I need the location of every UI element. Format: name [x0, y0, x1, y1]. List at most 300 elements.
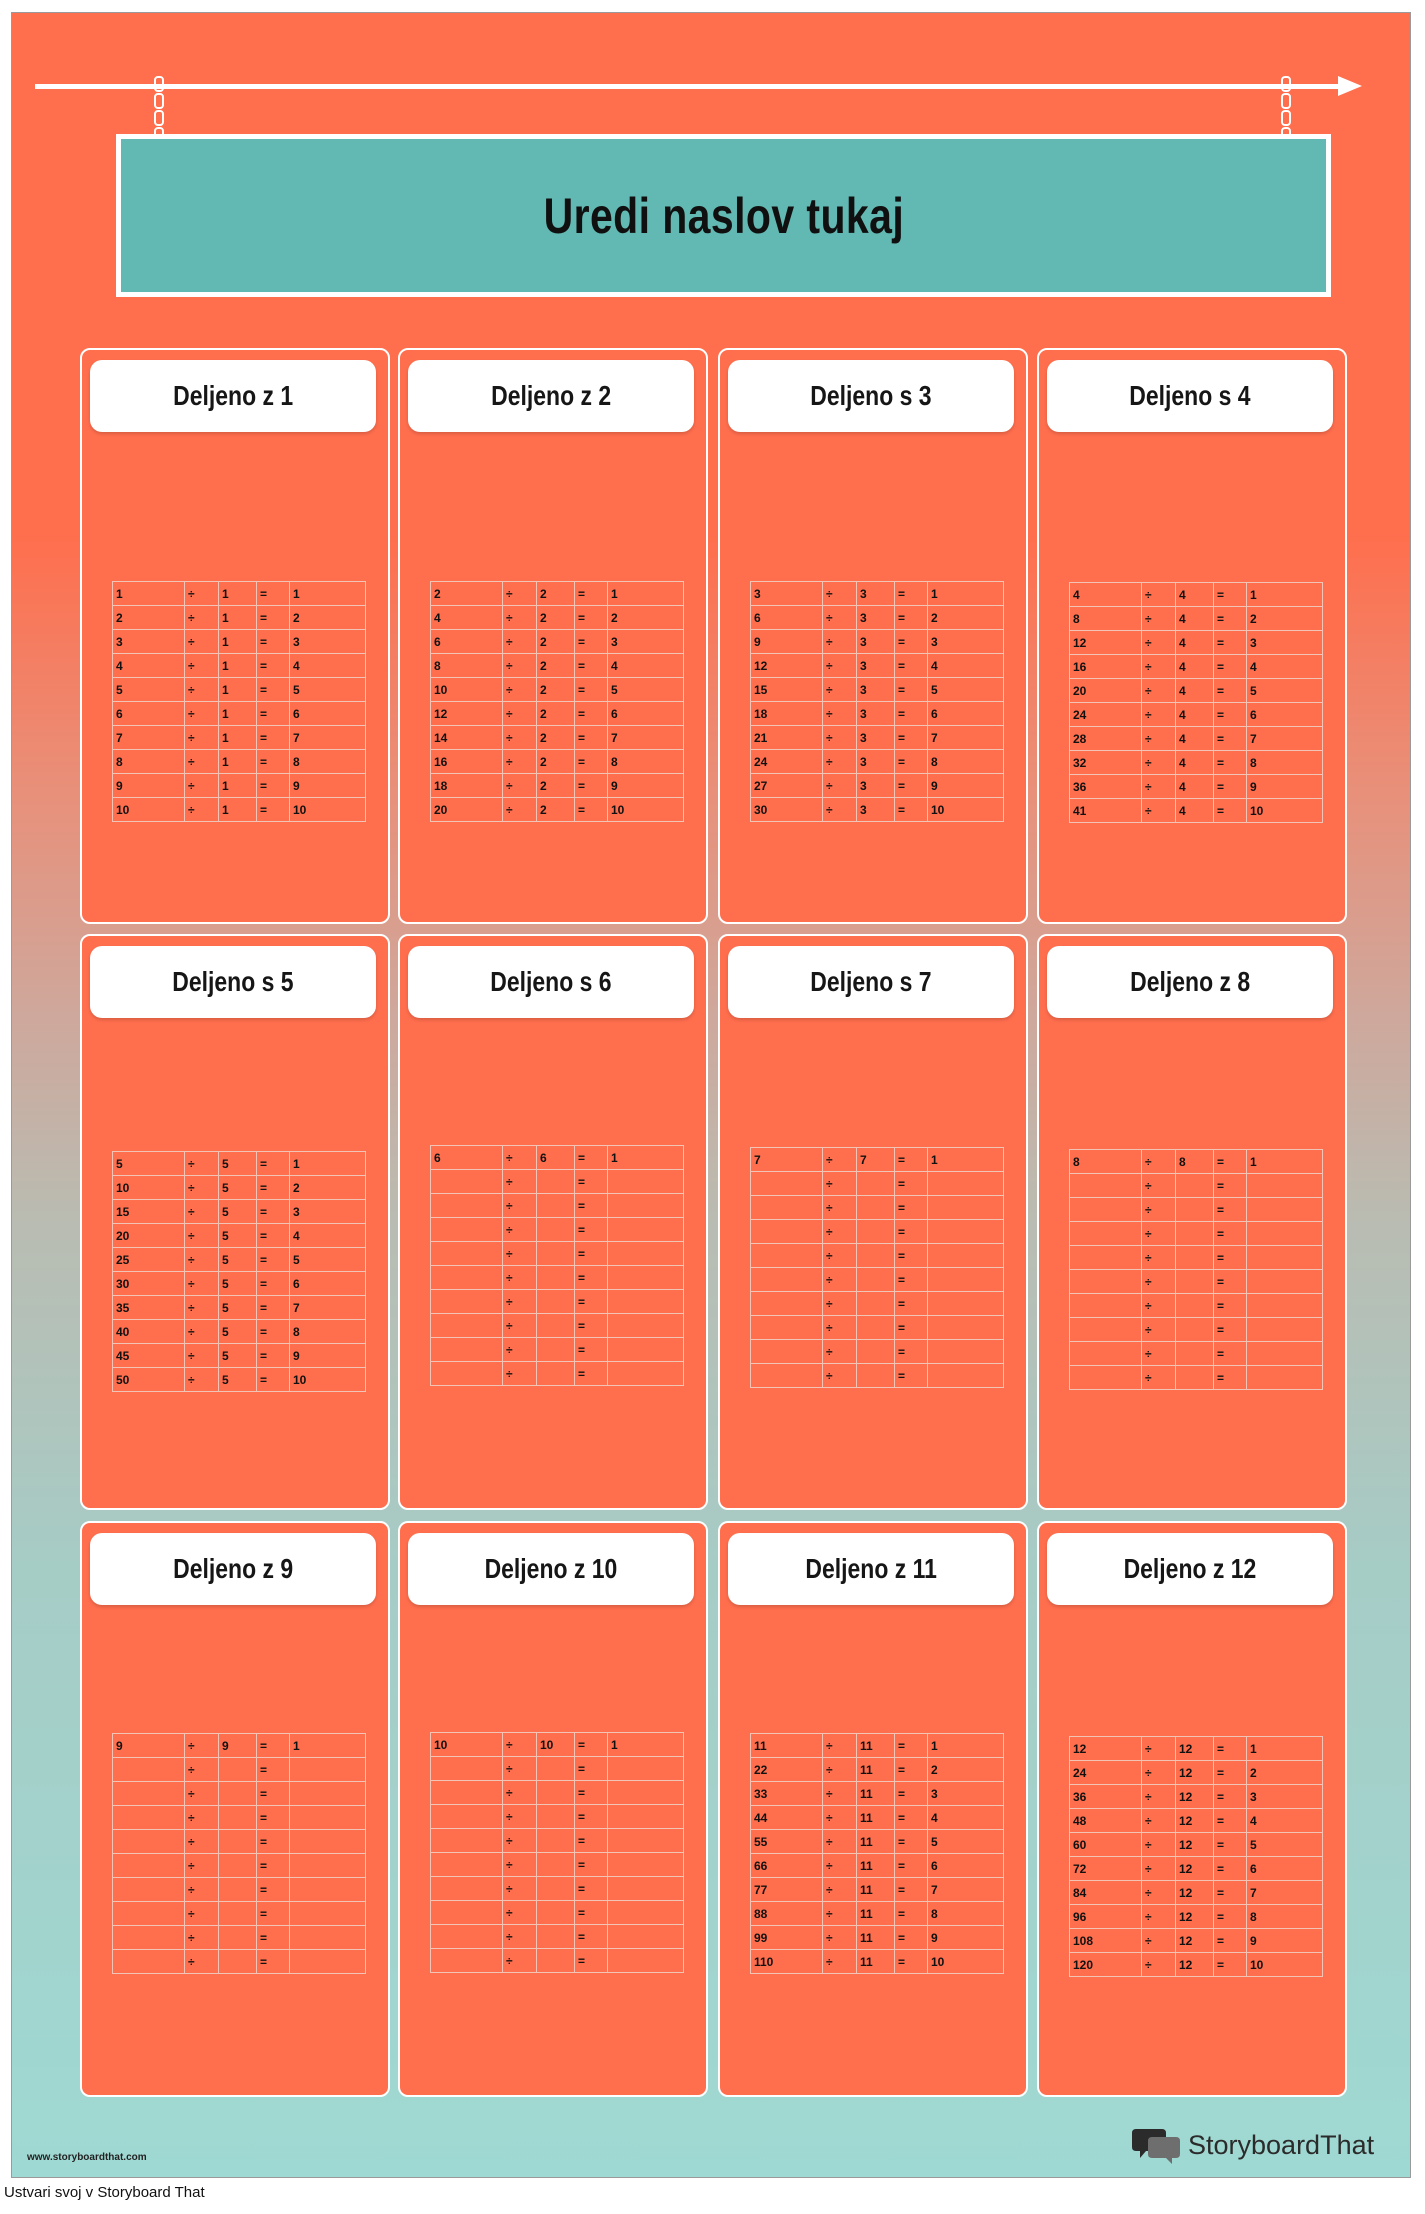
dividend-cell: [431, 1290, 503, 1314]
table-row: [751, 1782, 1004, 1806]
dividend-cell: [431, 1194, 503, 1218]
equals-sign: =: [1214, 1905, 1247, 1929]
divide-sign: ÷: [503, 1925, 537, 1949]
table-row: [1070, 775, 1323, 799]
table-row: [751, 726, 1004, 750]
divide-sign: ÷: [1142, 1198, 1176, 1222]
table-row: [1070, 1342, 1323, 1366]
quotient-cell: 1: [1247, 1150, 1323, 1174]
divide-sign: ÷: [823, 750, 857, 774]
equals-sign: =: [1214, 1785, 1247, 1809]
divide-sign: ÷: [823, 1758, 857, 1782]
divisor-cell: [1176, 1342, 1214, 1366]
equals-sign: =: [257, 1806, 290, 1830]
divide-sign: ÷: [185, 654, 219, 678]
card-header[interactable]: [408, 1533, 694, 1605]
table-row: [113, 1296, 366, 1320]
divisor-cell: 5: [219, 1200, 257, 1224]
divisor-cell: [1176, 1198, 1214, 1222]
divide-sign: ÷: [185, 630, 219, 654]
table-row: [113, 1902, 366, 1926]
equals-sign: =: [575, 1242, 608, 1266]
quotient-cell: [608, 1829, 684, 1853]
table-row: [431, 1733, 684, 1757]
dividend-cell: 18: [751, 702, 823, 726]
table-row: [751, 678, 1004, 702]
dividend-cell: 7: [113, 726, 185, 750]
dividend-cell: 28: [1070, 727, 1142, 751]
division-table: [750, 1147, 1004, 1388]
equals-sign: =: [1214, 1761, 1247, 1785]
dividend-cell: [751, 1244, 823, 1268]
quotient-cell: 2: [928, 606, 1004, 630]
table-row: [1070, 1809, 1323, 1833]
table-row: [113, 606, 366, 630]
divide-sign: ÷: [1142, 1366, 1176, 1390]
division-card: [398, 348, 708, 924]
quotient-cell: [608, 1194, 684, 1218]
table-row: [113, 1782, 366, 1806]
table-row: [751, 750, 1004, 774]
table-row: [431, 1829, 684, 1853]
dividend-cell: 8: [1070, 607, 1142, 631]
divisor-cell: [219, 1830, 257, 1854]
card-header[interactable]: [90, 360, 376, 432]
divide-sign: ÷: [1142, 1953, 1176, 1977]
dividend-cell: 20: [431, 798, 503, 822]
equals-sign: =: [895, 1148, 928, 1172]
divisor-cell: 2: [537, 678, 575, 702]
quotient-cell: 7: [928, 1878, 1004, 1902]
dividend-cell: [431, 1805, 503, 1829]
table-row: [1070, 631, 1323, 655]
division-table: [430, 581, 684, 822]
dividend-cell: 2: [113, 606, 185, 630]
divisor-cell: 11: [857, 1854, 895, 1878]
divisor-cell: 11: [857, 1734, 895, 1758]
table-row: [1070, 1737, 1323, 1761]
divisor-cell: 3: [857, 774, 895, 798]
quotient-cell: [290, 1758, 366, 1782]
divisor-cell: 5: [219, 1320, 257, 1344]
quotient-cell: 10: [290, 1368, 366, 1392]
divide-sign: ÷: [503, 1362, 537, 1386]
divide-sign: ÷: [185, 606, 219, 630]
divide-sign: ÷: [1142, 655, 1176, 679]
quotient-cell: [608, 1757, 684, 1781]
dividend-cell: 12: [1070, 631, 1142, 655]
card-header[interactable]: [1047, 1533, 1333, 1605]
divide-sign: ÷: [823, 606, 857, 630]
table-row: [431, 1170, 684, 1194]
table-row: [1070, 1785, 1323, 1809]
divisor-cell: [537, 1829, 575, 1853]
equals-sign: =: [257, 750, 290, 774]
card-title[interactable]: Deljeno s 5: [172, 966, 294, 997]
equals-sign: =: [895, 726, 928, 750]
table-row: [1070, 1953, 1323, 1977]
divisor-cell: [537, 1338, 575, 1362]
equals-sign: =: [1214, 727, 1247, 751]
divisor-cell: 3: [857, 798, 895, 822]
equals-sign: =: [1214, 1857, 1247, 1881]
dividend-cell: 22: [751, 1758, 823, 1782]
dividend-cell: 15: [113, 1200, 185, 1224]
divisor-cell: [219, 1782, 257, 1806]
divisor-cell: 1: [219, 774, 257, 798]
chain-left-icon: [153, 76, 165, 138]
divide-sign: ÷: [503, 1853, 537, 1877]
divisor-cell: 12: [1176, 1785, 1214, 1809]
equals-sign: =: [575, 798, 608, 822]
card-title[interactable]: Deljeno s 3: [810, 380, 932, 411]
dividend-cell: 30: [751, 798, 823, 822]
divisor-cell: 7: [857, 1148, 895, 1172]
table-row: [751, 630, 1004, 654]
quotient-cell: [290, 1830, 366, 1854]
equals-sign: =: [257, 1902, 290, 1926]
table-row: [113, 1878, 366, 1902]
quotient-cell: 8: [1247, 751, 1323, 775]
table-row: [1070, 1761, 1323, 1785]
divide-sign: ÷: [1142, 1150, 1176, 1174]
divide-sign: ÷: [1142, 775, 1176, 799]
division-table: [1069, 582, 1323, 823]
equals-sign: =: [895, 750, 928, 774]
division-card: [80, 348, 390, 924]
divisor-cell: 12: [1176, 1833, 1214, 1857]
table-row: [751, 1950, 1004, 1974]
table-row: [1070, 1881, 1323, 1905]
divide-sign: ÷: [503, 1757, 537, 1781]
dividend-cell: [431, 1757, 503, 1781]
card-header[interactable]: [90, 946, 376, 1018]
table-row: [1070, 1833, 1323, 1857]
card-header[interactable]: [728, 1533, 1014, 1605]
divide-sign: ÷: [185, 1368, 219, 1392]
quotient-cell: 2: [290, 1176, 366, 1200]
card-header[interactable]: [728, 360, 1014, 432]
equals-sign: =: [895, 1244, 928, 1268]
card-header[interactable]: [408, 360, 694, 432]
divisor-cell: [857, 1220, 895, 1244]
divide-sign: ÷: [185, 678, 219, 702]
equals-sign: =: [575, 1338, 608, 1362]
equals-sign: =: [257, 1854, 290, 1878]
divisor-cell: [537, 1290, 575, 1314]
equals-sign: =: [1214, 1929, 1247, 1953]
equals-sign: =: [1214, 1809, 1247, 1833]
table-row: [431, 1877, 684, 1901]
quotient-cell: 4: [290, 654, 366, 678]
quotient-cell: [1247, 1174, 1323, 1198]
equals-sign: =: [257, 1176, 290, 1200]
quotient-cell: [290, 1806, 366, 1830]
quotient-cell: 8: [290, 1320, 366, 1344]
divisor-cell: 2: [537, 702, 575, 726]
divide-sign: ÷: [503, 1242, 537, 1266]
divisor-cell: 4: [1176, 703, 1214, 727]
dividend-cell: 9: [751, 630, 823, 654]
quotient-cell: [608, 1242, 684, 1266]
divide-sign: ÷: [823, 1220, 857, 1244]
divisor-cell: 6: [537, 1146, 575, 1170]
quotient-cell: 10: [928, 1950, 1004, 1974]
equals-sign: =: [257, 1224, 290, 1248]
dividend-cell: [431, 1781, 503, 1805]
divide-sign: ÷: [823, 582, 857, 606]
quotient-cell: 9: [608, 774, 684, 798]
quotient-cell: [290, 1950, 366, 1974]
card-title[interactable]: Deljeno z 12: [1123, 1553, 1257, 1584]
equals-sign: =: [257, 1296, 290, 1320]
table-row: [113, 1248, 366, 1272]
table-row: [431, 1901, 684, 1925]
dividend-cell: 41: [1070, 799, 1142, 823]
equals-sign: =: [895, 606, 928, 630]
equals-sign: =: [895, 1902, 928, 1926]
quotient-cell: 6: [290, 702, 366, 726]
equals-sign: =: [257, 1248, 290, 1272]
dividend-cell: 44: [751, 1806, 823, 1830]
quotient-cell: [928, 1220, 1004, 1244]
divide-sign: ÷: [823, 1782, 857, 1806]
divide-sign: ÷: [823, 1830, 857, 1854]
equals-sign: =: [1214, 799, 1247, 823]
division-table: [112, 1151, 366, 1392]
hanging-rod: [35, 84, 1340, 89]
table-row: [113, 1224, 366, 1248]
quotient-cell: 4: [1247, 655, 1323, 679]
dividend-cell: 21: [751, 726, 823, 750]
divide-sign: ÷: [185, 774, 219, 798]
table-row: [1070, 1270, 1323, 1294]
equals-sign: =: [575, 1733, 608, 1757]
table-row: [113, 1926, 366, 1950]
divide-sign: ÷: [1142, 1246, 1176, 1270]
divide-sign: ÷: [1142, 1294, 1176, 1318]
divide-sign: ÷: [185, 1830, 219, 1854]
dividend-cell: [431, 1829, 503, 1853]
equals-sign: =: [257, 1878, 290, 1902]
divide-sign: ÷: [823, 630, 857, 654]
card-header[interactable]: [90, 1533, 376, 1605]
divide-sign: ÷: [503, 1949, 537, 1973]
table-row: [751, 774, 1004, 798]
dividend-cell: [431, 1170, 503, 1194]
table-row: [751, 606, 1004, 630]
table-row: [751, 798, 1004, 822]
table-row: [431, 1949, 684, 1973]
divisor-cell: 1: [219, 726, 257, 750]
divide-sign: ÷: [1142, 1270, 1176, 1294]
divisor-cell: [537, 1314, 575, 1338]
quotient-cell: [608, 1805, 684, 1829]
divisor-cell: 4: [1176, 751, 1214, 775]
divide-sign: ÷: [503, 1170, 537, 1194]
dividend-cell: 20: [1070, 679, 1142, 703]
table-row: [431, 630, 684, 654]
equals-sign: =: [575, 1170, 608, 1194]
table-row: [113, 1806, 366, 1830]
divide-sign: ÷: [823, 798, 857, 822]
page-title[interactable]: Uredi naslov tukaj: [543, 187, 904, 244]
quotient-cell: [608, 1218, 684, 1242]
divide-sign: ÷: [503, 750, 537, 774]
dividend-cell: [113, 1950, 185, 1974]
card-title[interactable]: Deljeno s 4: [1129, 380, 1251, 411]
table-row: [1070, 1366, 1323, 1390]
divisor-cell: 11: [857, 1782, 895, 1806]
quotient-cell: 3: [928, 630, 1004, 654]
divisor-cell: [219, 1854, 257, 1878]
quotient-cell: [608, 1781, 684, 1805]
divisor-cell: [537, 1877, 575, 1901]
dividend-cell: 6: [751, 606, 823, 630]
equals-sign: =: [1214, 703, 1247, 727]
dividend-cell: 20: [113, 1224, 185, 1248]
dividend-cell: [751, 1220, 823, 1244]
card-header[interactable]: [1047, 946, 1333, 1018]
divide-sign: ÷: [503, 1805, 537, 1829]
quotient-cell: 7: [1247, 1881, 1323, 1905]
equals-sign: =: [575, 606, 608, 630]
equals-sign: =: [575, 1362, 608, 1386]
speech-bubbles-icon: [1132, 2125, 1182, 2165]
equals-sign: =: [1214, 1222, 1247, 1246]
quotient-cell: 5: [928, 678, 1004, 702]
card-title[interactable]: Deljeno z 8: [1130, 966, 1250, 997]
divisor-cell: 2: [537, 582, 575, 606]
divisor-cell: [537, 1170, 575, 1194]
card-header[interactable]: [1047, 360, 1333, 432]
quotient-cell: 1: [928, 1148, 1004, 1172]
card-title[interactable]: Deljeno z 10: [484, 1553, 618, 1584]
divisor-cell: 2: [537, 750, 575, 774]
divisor-cell: [537, 1362, 575, 1386]
divide-sign: ÷: [503, 630, 537, 654]
dividend-cell: [431, 1925, 503, 1949]
divide-sign: ÷: [1142, 1174, 1176, 1198]
divide-sign: ÷: [503, 606, 537, 630]
quotient-cell: 9: [1247, 775, 1323, 799]
table-row: [1070, 1222, 1323, 1246]
card-title[interactable]: Deljeno s 6: [490, 966, 612, 997]
divide-sign: ÷: [503, 1338, 537, 1362]
quotient-cell: 5: [1247, 1833, 1323, 1857]
card-title[interactable]: Deljeno z 1: [173, 380, 293, 411]
dividend-cell: 7: [751, 1148, 823, 1172]
divide-sign: ÷: [823, 1950, 857, 1974]
table-row: [113, 1830, 366, 1854]
table-row: [113, 582, 366, 606]
table-row: [431, 1146, 684, 1170]
equals-sign: =: [895, 1292, 928, 1316]
table-row: [431, 798, 684, 822]
equals-sign: =: [257, 1344, 290, 1368]
equals-sign: =: [895, 1220, 928, 1244]
divide-sign: ÷: [503, 1218, 537, 1242]
title-banner[interactable]: [116, 134, 1331, 297]
table-row: [751, 1926, 1004, 1950]
dividend-cell: 108: [1070, 1929, 1142, 1953]
divisor-cell: 4: [1176, 607, 1214, 631]
table-row: [113, 1272, 366, 1296]
divisor-cell: 4: [1176, 727, 1214, 751]
dividend-cell: [1070, 1222, 1142, 1246]
quotient-cell: [608, 1853, 684, 1877]
divide-sign: ÷: [185, 1152, 219, 1176]
table-row: [431, 606, 684, 630]
equals-sign: =: [1214, 1881, 1247, 1905]
quotient-cell: 6: [1247, 703, 1323, 727]
equals-sign: =: [1214, 1246, 1247, 1270]
equals-sign: =: [895, 630, 928, 654]
card-title[interactable]: Deljeno z 9: [173, 1553, 293, 1584]
equals-sign: =: [1214, 631, 1247, 655]
dividend-cell: 66: [751, 1854, 823, 1878]
dividend-cell: [113, 1806, 185, 1830]
divisor-cell: 11: [857, 1902, 895, 1926]
quotient-cell: 8: [1247, 1905, 1323, 1929]
card-title[interactable]: Deljeno s 7: [810, 966, 932, 997]
divisor-cell: 2: [537, 726, 575, 750]
divide-sign: ÷: [1142, 1905, 1176, 1929]
divide-sign: ÷: [1142, 703, 1176, 727]
table-row: [113, 1176, 366, 1200]
table-row: [1070, 751, 1323, 775]
equals-sign: =: [895, 1172, 928, 1196]
dividend-cell: [431, 1901, 503, 1925]
equals-sign: =: [895, 1758, 928, 1782]
dividend-cell: 25: [113, 1248, 185, 1272]
quotient-cell: 4: [1247, 1809, 1323, 1833]
dividend-cell: [751, 1316, 823, 1340]
equals-sign: =: [1214, 1198, 1247, 1222]
table-row: [1070, 655, 1323, 679]
equals-sign: =: [1214, 1318, 1247, 1342]
equals-sign: =: [895, 654, 928, 678]
quotient-cell: 3: [1247, 631, 1323, 655]
card-title[interactable]: Deljeno z 2: [491, 380, 611, 411]
divide-sign: ÷: [503, 1314, 537, 1338]
divide-sign: ÷: [823, 1340, 857, 1364]
divisor-cell: [1176, 1222, 1214, 1246]
divide-sign: ÷: [1142, 751, 1176, 775]
divide-sign: ÷: [503, 1901, 537, 1925]
dividend-cell: 40: [113, 1320, 185, 1344]
quotient-cell: 9: [928, 1926, 1004, 1950]
quotient-cell: 10: [928, 798, 1004, 822]
divisor-cell: [1176, 1174, 1214, 1198]
card-title[interactable]: Deljeno z 11: [805, 1553, 937, 1584]
divisor-cell: 5: [219, 1368, 257, 1392]
dividend-cell: 4: [1070, 583, 1142, 607]
dividend-cell: 110: [751, 1950, 823, 1974]
dividend-cell: 5: [113, 678, 185, 702]
equals-sign: =: [895, 1878, 928, 1902]
dividend-cell: 12: [751, 654, 823, 678]
divide-sign: ÷: [185, 1758, 219, 1782]
card-header[interactable]: [408, 946, 694, 1018]
equals-sign: =: [895, 702, 928, 726]
divisor-cell: 12: [1176, 1761, 1214, 1785]
table-row: [1070, 1294, 1323, 1318]
chain-right-icon: [1280, 76, 1292, 138]
table-row: [751, 1902, 1004, 1926]
card-header[interactable]: [728, 946, 1014, 1018]
equals-sign: =: [257, 798, 290, 822]
